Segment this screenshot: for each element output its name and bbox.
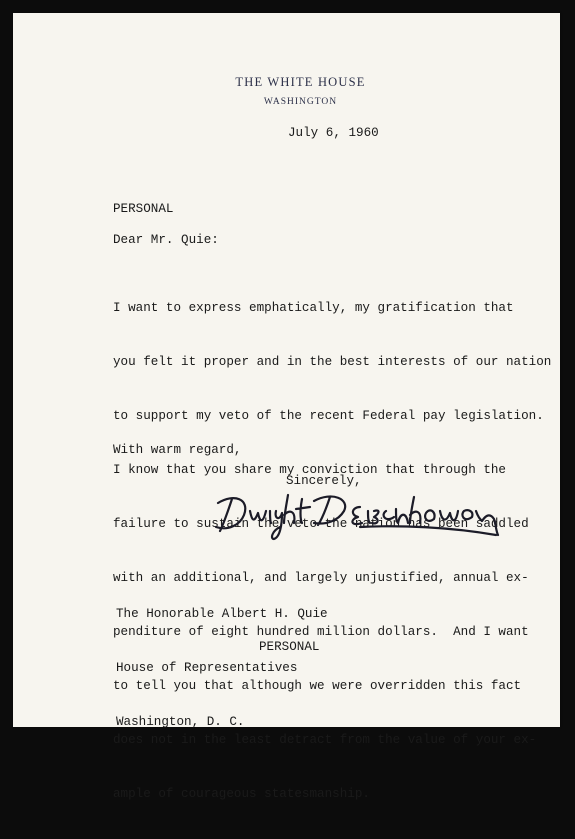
body-line: ample of courageous statesmanship.: [113, 787, 370, 801]
letter-date: July 6, 1960: [288, 126, 379, 140]
body-line: failure to sustain the veto the nation has been saddled: [113, 517, 529, 531]
letterhead-subtitle: WASHINGTON: [263, 97, 338, 107]
letterhead-title: THE WHITE HOUSE: [235, 75, 366, 89]
recipient-city: Washington, D. C.: [116, 715, 245, 729]
letter-page: [13, 13, 560, 801]
sign-off: Sincerely,: [286, 474, 362, 488]
recipient-office: House of Representatives: [116, 661, 298, 675]
body-line: to support my veto of the recent Federal pay legislation.: [113, 409, 544, 423]
recipient-name: The Honorable Albert H. Quie: [116, 607, 328, 621]
closing: With warm regard,: [113, 443, 242, 457]
body-line: to tell you that although we were overridden this fact: [113, 679, 522, 693]
classification-bottom: PERSONAL: [259, 640, 320, 654]
body-line: I want to express emphatically, my gratification that: [113, 301, 514, 315]
recipient-address: [116, 569, 328, 767]
body-line: I know that you share my conviction that through the: [113, 463, 506, 477]
body-line: penditure of eight hundred million dollars. And I want: [113, 625, 529, 639]
body-line: with an additional, and largely unjustified, annual ex-: [113, 571, 529, 585]
salutation: Dear Mr. Quie:: [113, 233, 219, 247]
handwritten-signature: [210, 481, 500, 543]
body-line: does not in the least detract from the value of your ex-: [113, 733, 537, 747]
body-line: you felt it proper and in the best interests of our nation: [113, 355, 552, 369]
classification-top: PERSONAL: [113, 202, 174, 216]
